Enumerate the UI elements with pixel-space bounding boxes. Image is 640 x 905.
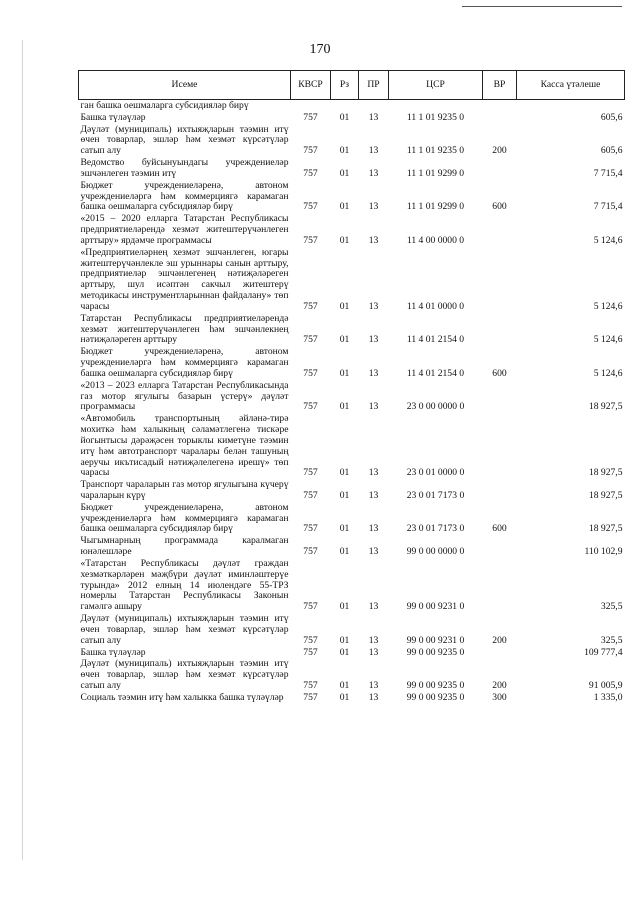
- cell-kvsr: 757: [303, 467, 318, 479]
- cell-vr: 600: [492, 367, 507, 379]
- table-row: [79, 413, 625, 479]
- cell-vr: 200: [492, 634, 507, 646]
- cell-kvsr: [291, 100, 331, 112]
- cell-vr: 300: [492, 691, 507, 703]
- cell-pr: 13: [368, 145, 379, 157]
- table-row: [79, 213, 625, 246]
- cell-vr: [483, 157, 517, 180]
- cell-amount: 18 927,5: [588, 401, 623, 413]
- cell-vr: [483, 413, 517, 479]
- table-row: [79, 380, 625, 413]
- table-row: [79, 157, 625, 180]
- cell-name: Бюджет учреждениеләренә, автоном учреждениеләргә һәм коммерциягә карамаган башка оешмаларга субсидияләр бирү: [80, 501, 289, 535]
- table-row: [79, 124, 625, 157]
- cell-csr: 99 0 00 9231 0: [406, 634, 465, 646]
- cell-pr: 13: [368, 167, 379, 179]
- cell-kvsr: 757: [303, 601, 318, 613]
- cell-vr: [483, 112, 517, 124]
- cell-name: Чыгымнарның программада каралмаган юнәлешләре: [80, 535, 289, 558]
- cell-rz: 01: [339, 111, 350, 123]
- cell-vr: [483, 313, 517, 346]
- cell-kvsr: 757: [303, 111, 318, 123]
- cell-kvsr: 757: [303, 489, 318, 501]
- cell-pr: 13: [368, 234, 379, 246]
- cell-amount: 325,5: [600, 601, 623, 613]
- cell-pr: 13: [368, 546, 379, 558]
- cell-name: Бюджет учреждениеләренә, автоном учреждениеләргә һәм коммерциягә карамаган башка оешмаларга субсидияләр бирү: [80, 179, 289, 213]
- table-row: [79, 346, 625, 379]
- cell-name: ган башка оешмаларга субсидияләр бирү: [80, 100, 249, 111]
- cell-kvsr: 757: [303, 367, 318, 379]
- cell-rz: 01: [339, 680, 350, 692]
- cell-rz: 01: [339, 634, 350, 646]
- cell-pr: 13: [368, 300, 379, 312]
- cell-rz: [331, 100, 359, 112]
- cell-rz: 01: [339, 334, 350, 346]
- cell-pr: 13: [368, 401, 379, 413]
- cell-rz: 01: [339, 546, 350, 558]
- cell-csr: 11 4 00 0000 0: [406, 234, 465, 246]
- cell-vr: [483, 100, 517, 112]
- cell-kvsr: 757: [303, 546, 318, 558]
- table-row: [79, 502, 625, 535]
- cell-amount: 18 927,5: [588, 523, 623, 535]
- cell-rz: 01: [339, 234, 350, 246]
- cell-csr: 11 1 01 9299 0: [406, 167, 465, 179]
- cell-csr: 99 0 00 9235 0: [406, 680, 465, 692]
- cell-amount: 325,5: [600, 634, 623, 646]
- cell-amount: [517, 100, 625, 112]
- header-csr: ЦСР: [389, 71, 483, 100]
- cell-amount: 7 715,4: [593, 201, 623, 213]
- cell-pr: 13: [368, 634, 379, 646]
- cell-kvsr: 757: [303, 680, 318, 692]
- cell-pr: 13: [368, 601, 379, 613]
- cell-kvsr: 757: [303, 201, 318, 213]
- cell-amount: 18 927,5: [588, 489, 623, 501]
- cell-kvsr: 757: [303, 300, 318, 312]
- cell-amount: 7 715,4: [593, 167, 623, 179]
- cell-csr: 23 0 00 0000 0: [406, 401, 465, 413]
- table-header-row: [79, 71, 625, 100]
- cell-rz: 01: [339, 691, 350, 703]
- cell-vr: [483, 535, 517, 558]
- table-row: [79, 613, 625, 646]
- cell-amount: 5 124,6: [593, 334, 623, 346]
- cell-rz: 01: [339, 467, 350, 479]
- table-row: [79, 535, 625, 558]
- cell-kvsr: 757: [303, 145, 318, 157]
- cell-kvsr: 757: [303, 523, 318, 535]
- cell-rz: 01: [339, 367, 350, 379]
- cell-kvsr: 757: [303, 634, 318, 646]
- table-row: [79, 247, 625, 313]
- cell-name: «Предприятиеләрнең хезмәт эшчәнлеген, югары житештерүчәнлекле эш урыннары санын арттыру, предприятиеләр эшчәнлегенең нәтиҗәләреген арттыру, шул исәптән сакчыл житештерү методикасы инструментларыннан файдалану» төп чарасы: [80, 246, 289, 312]
- cell-name: Транспорт чараларын газ мотор ягулыгына күчерү чараларын күрү: [80, 479, 289, 501]
- cell-csr: 99 0 00 9235 0: [406, 646, 465, 658]
- cell-kvsr: 757: [303, 401, 318, 413]
- cell-kvsr: 757: [303, 234, 318, 246]
- cell-pr: 13: [368, 467, 379, 479]
- cell-rz: 01: [339, 300, 350, 312]
- cell-pr: 13: [368, 691, 379, 703]
- cell-rz: 01: [339, 167, 350, 179]
- cell-kvsr: 757: [303, 167, 318, 179]
- header-kassa: Касса үтәлеше: [517, 71, 625, 100]
- cell-kvsr: 757: [303, 691, 318, 703]
- cell-pr: 13: [368, 201, 379, 213]
- cell-name: Дәүләт (муниципаль) ихтыяҗларын тәэмин итү өчен товарлар, эшләр һәм хезмәт күрсәтүләр сатып алу: [80, 613, 289, 646]
- cell-csr: 99 0 00 9231 0: [406, 601, 465, 613]
- cell-amount: 109 777,4: [584, 646, 623, 658]
- cell-amount: 5 124,6: [593, 234, 623, 246]
- cell-name: Татарстан Республикасы предприятиеләрендә хезмәт житештерүчәнлеген һәм эшчәнлекнең нәтиҗәләреген арттыру: [80, 312, 289, 346]
- table-row: [79, 658, 625, 691]
- cell-rz: 01: [339, 401, 350, 413]
- cell-rz: 01: [339, 201, 350, 213]
- cell-name: «Автомобиль транспортының әйләнә-тирә мохиткә һәм халыкның сәламәтлегенә тискәре йогынтысы дәрәҗәсен торыклы киметүне тәэмин итү һәм автотранспорт чаралары белән ташуның аеручы икътисадый нәтиҗәлелегенә ирешү» төп чарасы: [80, 413, 289, 479]
- cell-csr: [389, 100, 483, 112]
- cell-kvsr: 757: [303, 646, 318, 658]
- cell-amount: 605,6: [600, 145, 623, 157]
- cell-csr: 11 4 01 2154 0: [406, 334, 465, 346]
- cell-pr: 13: [368, 523, 379, 535]
- table-row: [79, 180, 625, 213]
- cell-pr: 13: [368, 646, 379, 658]
- cell-pr: [359, 100, 389, 112]
- cell-rz: 01: [339, 601, 350, 613]
- cell-rz: 01: [339, 489, 350, 501]
- top-rule: [462, 6, 622, 7]
- cell-csr: 11 1 01 9235 0: [406, 145, 465, 157]
- cell-csr: 23 0 01 0000 0: [406, 467, 465, 479]
- cell-name: «2013 – 2023 елларга Татарстан Республикасында газ мотор ягулыгы базарын үстерү» дәүләт программасы: [80, 379, 289, 413]
- cell-pr: 13: [368, 489, 379, 501]
- cell-name: Бюджет учреждениеләренә, автоном учреждениеләргә һәм коммерциягә карамаган башка оешмаларга субсидияләр бирү: [80, 346, 289, 379]
- cell-pr: 13: [368, 680, 379, 692]
- cell-csr: 11 4 01 2154 0: [406, 367, 465, 379]
- cell-amount: 5 124,6: [593, 367, 623, 379]
- cell-csr: 99 0 00 0000 0: [406, 546, 465, 558]
- table-row: [79, 558, 625, 613]
- cell-amount: 110 102,9: [584, 546, 623, 558]
- cell-rz: 01: [339, 646, 350, 658]
- cell-vr: 600: [492, 201, 507, 213]
- table-row: [79, 100, 625, 112]
- cell-pr: 13: [368, 111, 379, 123]
- table-row: [79, 647, 625, 659]
- cell-vr: [483, 479, 517, 502]
- cell-name: Дәүләт (муниципаль) ихтыяҗларын тәэмин итү өчен товарлар, эшләр һәм хезмәт күрсәтүләр сатып алу: [80, 123, 289, 157]
- budget-table: [78, 70, 625, 704]
- cell-vr: [483, 213, 517, 246]
- table-row: [79, 313, 625, 346]
- cell-name: «2015 – 2020 елларга Татарстан Республикасы предприятиеләрендә хезмәт житештерүчәнлеген арттыру» ярдәмче программасы: [80, 213, 289, 246]
- cell-vr: [483, 247, 517, 313]
- cell-csr: 11 4 01 0000 0: [406, 300, 465, 312]
- table-body: [79, 100, 625, 704]
- cell-amount: 91 005,9: [588, 680, 623, 692]
- header-kvsr: КВСР: [291, 71, 331, 100]
- cell-amount: 5 124,6: [593, 300, 623, 312]
- cell-name: Социаль тәэмин итү һәм халыкка башка түләүләр: [80, 691, 284, 703]
- cell-vr: [483, 558, 517, 613]
- cell-vr: 200: [492, 145, 507, 157]
- cell-csr: 11 1 01 9299 0: [406, 201, 465, 213]
- cell-amount: 1 335,0: [593, 691, 623, 703]
- cell-csr: 99 0 00 9235 0: [406, 691, 465, 703]
- cell-pr: 13: [368, 367, 379, 379]
- table-row: [79, 479, 625, 502]
- cell-name: Дәүләт (муниципаль) ихтыяҗларын тәэмин итү өчен товарлар, эшләр һәм хезмәт күрсәтүләр сатып алу: [80, 658, 289, 692]
- header-name: Исеме: [79, 71, 291, 100]
- binding-margin-line: [22, 40, 23, 860]
- cell-kvsr: 757: [303, 334, 318, 346]
- cell-name: Башка түләүләр: [80, 111, 146, 123]
- cell-amount: 605,6: [600, 111, 623, 123]
- cell-vr: 200: [492, 680, 507, 692]
- cell-rz: 01: [339, 145, 350, 157]
- table-row: [79, 692, 625, 704]
- cell-name: «Татарстан Республикасы дәүләт граждан хезмәткәрләрен мәҗбүри дәүләт иминләштерүе турында» 2012 елның 14 июлендәге 55-ТРЗ номерлы Татарстан Республикасы Законын гамәлгә ашыру: [80, 557, 289, 613]
- cell-name: Башка түләүләр: [80, 646, 146, 658]
- cell-pr: 13: [368, 334, 379, 346]
- cell-name: Ведомство буйсынуындагы учреждениеләр эшчәнлеген тәэмин итү: [80, 157, 289, 179]
- header-rz: Рз: [331, 71, 359, 100]
- table-row: [79, 112, 625, 124]
- cell-vr: 600: [492, 523, 507, 535]
- page-number: 170: [309, 42, 331, 57]
- header-pr: ПР: [359, 71, 389, 100]
- cell-csr: 11 1 01 9235 0: [406, 111, 465, 123]
- cell-csr: 23 0 01 7173 0: [406, 489, 465, 501]
- header-vr: ВР: [483, 71, 517, 100]
- cell-amount: 18 927,5: [588, 467, 623, 479]
- cell-vr: [483, 380, 517, 413]
- cell-vr: [483, 647, 517, 659]
- cell-rz: 01: [339, 523, 350, 535]
- cell-csr: 23 0 01 7173 0: [406, 523, 465, 535]
